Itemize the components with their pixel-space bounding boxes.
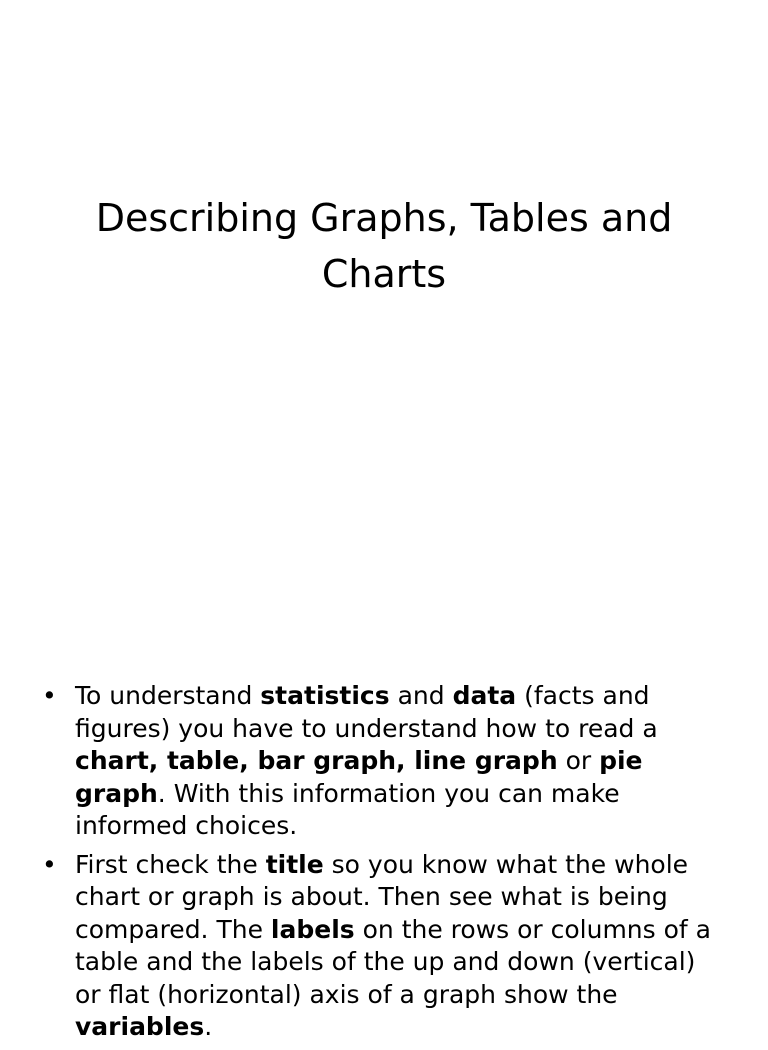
bullet-seg: To understand xyxy=(75,681,261,710)
slide-title xyxy=(60,190,708,302)
bullet-seg-bold: , xyxy=(239,746,258,775)
bullet-seg-bold: , xyxy=(396,746,415,775)
bullet-seg: First check the xyxy=(75,849,266,879)
bullet-seg-bold: title xyxy=(265,849,324,879)
bullet-seg-bold: labels xyxy=(270,914,355,944)
slide-title-line-1: Describing Graphs, Tables and xyxy=(95,196,673,240)
bullet-seg: . xyxy=(204,1012,213,1041)
bullet-seg-bold: statistics xyxy=(260,681,390,710)
bullet-list xyxy=(40,680,720,1050)
bullet-seg-bold: chart xyxy=(75,746,149,775)
bullet-seg: on the rows or columns of a table and the labels of the up and down (vertical) or flat (horizontal) axis of a graph show the xyxy=(75,914,711,1009)
bullet-seg-bold: variables xyxy=(75,1012,205,1041)
bullet-dot-icon: • xyxy=(42,681,57,710)
bullet-seg-bold: table xyxy=(166,746,240,775)
bullet-dot-icon: • xyxy=(42,849,57,879)
bullet-item xyxy=(40,680,720,843)
bullet-seg-bold: bar graph xyxy=(257,746,397,775)
bullet-seg-bold: , xyxy=(148,746,167,775)
bullet-seg: (facts and figures) you have to understand how to read a xyxy=(75,681,658,743)
bullet-seg: or xyxy=(557,746,600,775)
bullet-seg: . With this information you can make informed choices. xyxy=(75,778,620,840)
bullet-seg-bold: line graph xyxy=(414,746,558,775)
bullet-seg-bold: pie graph xyxy=(75,746,643,808)
bullet-seg-bold: data xyxy=(452,681,517,710)
slide-title-line-2: Charts xyxy=(321,252,447,296)
bullet-item xyxy=(40,849,720,1044)
bullet-seg: and xyxy=(389,681,453,710)
bullet-seg: so you know what the whole chart or graph is about. Then see what is being compared. The xyxy=(75,849,689,944)
